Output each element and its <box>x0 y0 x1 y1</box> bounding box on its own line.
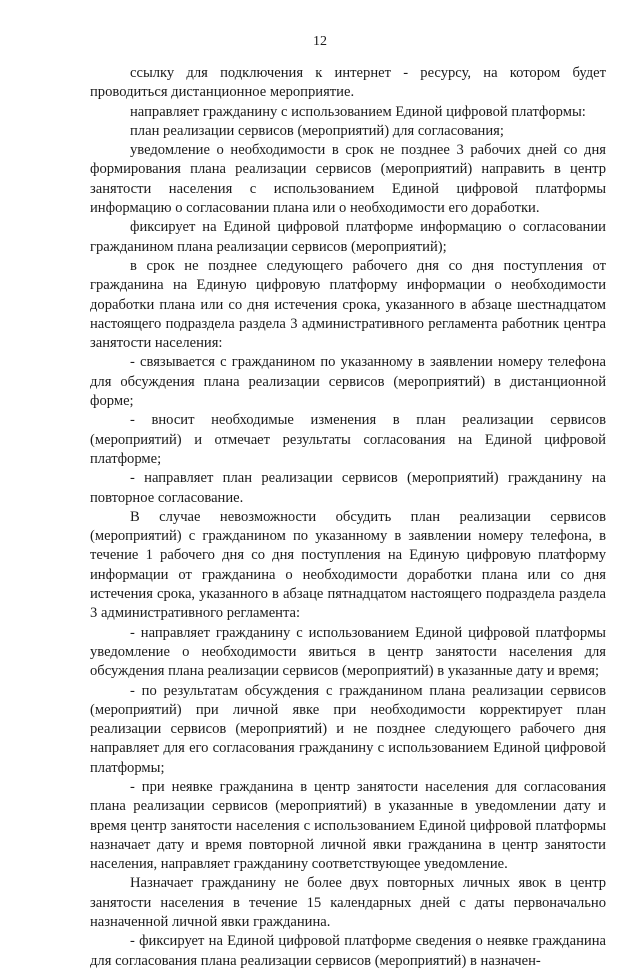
paragraph-13: - при неявке гражданина в центр занятости населения для согласования плана реализации сервисов (мероприятий) в указанные в уведомлении дату и время центр занятости населения с использованием Единой цифровой платформы назначает дату и время повторной личной явки гражданина в центр занятости населения, направляет гражданину соответствующее уведомление. <box>90 778 606 873</box>
paragraph-4: уведомление о необходимости в срок не позднее 3 рабочих дней со дня формирования плана реализации сервисов (мероприятий) направить в центр занятости населения с использованием Единой цифровой платформы информацию о согласовании плана или о необходимости его доработки. <box>90 142 606 217</box>
paragraph-12: - по результатам обсуждения с гражданином плана реализации сервисов (мероприятий) при личной явке при необходимости корректирует план реализации сервисов (мероприятий) и не позднее следующего рабочего дня направляет для его согласования гражданину с использованием Единой цифровой платформы; <box>90 682 606 776</box>
paragraph-8: - вносит необходимые изменения в план реализации сервисов (мероприятий) и отмечает результаты согласования на Единой цифровой платформе; <box>90 412 606 467</box>
body-text <box>90 64 606 971</box>
paragraph-3: план реализации сервисов (мероприятий) для согласования; <box>130 122 504 139</box>
paragraph-2: направляет гражданину с использованием Единой цифровой платформы: <box>130 103 586 120</box>
paragraph-11: - направляет гражданину с использованием Единой цифровой платформы уведомление о необходимости явиться в центр занятости населения для обсуждения плана реализации сервисов (мероприятий) в указанные дату и время; <box>90 624 606 680</box>
paragraph-1: ссылку для подключения к интернет - ресурсу, на котором будет проводиться дистанционное мероприятие. <box>90 65 606 101</box>
paragraph-7: - связывается с гражданином по указанному в заявлении номеру телефона для обсуждения плана реализации сервисов (мероприятий) в дистанционной форме; <box>90 354 606 410</box>
paragraph-15: - фиксирует на Единой цифровой платформе сведения о неявке гражданина для согласования плана реализации сервисов (мероприятий) в назначен- <box>90 933 606 969</box>
paragraph-9: - направляет план реализации сервисов (мероприятий) гражданину на повторное согласование. <box>90 470 606 506</box>
paragraph-10: В случае невозможности обсудить план реализации сервисов (мероприятий) с гражданином по указанному в заявлении номеру телефона, в течение 1 рабочего дня со дня поступления на Единую цифровую платформу информации от гражданина о необходимости доработки плана или со дня истечения срока, указанного в абзаце пятнадцатом настоящего подраздела раздела 3 административного регламента: <box>90 508 606 622</box>
paragraph-14: Назначает гражданину не более двух повторных личных явок в центр занятости населения в течение 15 календарных дней с даты первоначально назначенной личной явки гражданина. <box>90 875 606 931</box>
paragraph-5: фиксирует на Единой цифровой платформе информацию о согласовании гражданином плана реализации сервисов (мероприятий); <box>90 219 606 255</box>
paragraph-6: в срок не позднее следующего рабочего дня со дня поступления от гражданина на Единую цифровую платформу информации о необходимости доработки плана или со дня истечения срока, указанного в абзаце шестнадцатом настоящего подраздела раздела 3 административного регламента работник центра занятости населения: <box>90 257 606 352</box>
page-number: 12 <box>313 34 327 49</box>
